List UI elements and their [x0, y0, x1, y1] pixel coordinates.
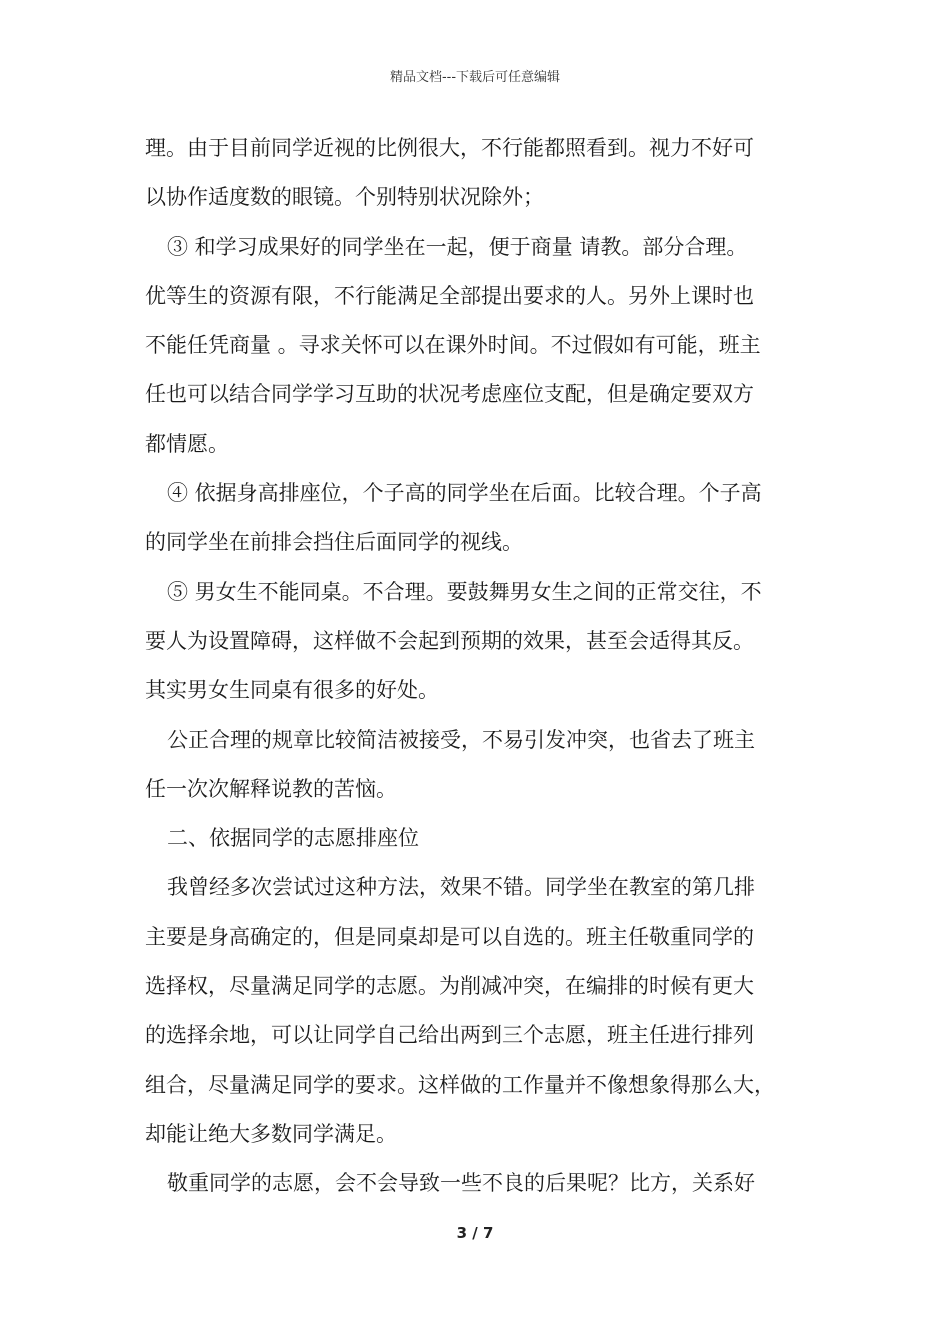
text-line: 选择权，尽量满足同学的志愿。为削减冲突，在编排的时候有更大 — [145, 974, 754, 999]
text-line: 要人为设置障碍，这样做不会起到预期的效果，甚至会适得其反。 — [145, 628, 754, 653]
text-line: ③ 和学习成果好的同学坐在一起，便于商量 请教。部分合理。 — [167, 234, 748, 259]
section-heading: 二、依据同学的志愿排座位 — [167, 826, 419, 851]
text-line: 不能任凭商量 。寻求关怀可以在课外时间。不过假如有可能，班主 — [145, 333, 761, 358]
text-line: 优等生的资源有限，不行能满足全部提出要求的人。另外上课时也 — [145, 283, 754, 308]
text-line: 敬重同学的志愿，会不会导致一些不良的后果呢？比方，关系好 — [167, 1171, 755, 1196]
document-body — [145, 124, 815, 1209]
text-line: 组合，尽量满足同学的要求。这样做的工作量并不像想象得那么大， — [145, 1072, 775, 1097]
text-line: 其实男女生同桌有很多的好处。 — [145, 678, 439, 703]
text-line: 的选择余地，可以让同学自己给出两到三个志愿，班主任进行排列 — [145, 1023, 754, 1048]
page-header: 精品文档---下载后可任意编辑 — [389, 70, 561, 85]
text-line: 主要是身高确定的，但是同桌却是可以自选的。班主任敬重同学的 — [145, 924, 754, 949]
text-line: 却能让绝大多数同学满足。 — [145, 1121, 397, 1146]
text-line: 公正合理的规章比较简洁被接受，不易引发冲突，也省去了班主 — [167, 727, 755, 752]
text-line: 的同学坐在前排会挡住后面同学的视线。 — [145, 530, 523, 555]
text-line: 我曾经多次尝试过这种方法，效果不错。同学坐在教室的第几排 — [167, 875, 755, 900]
text-line: 理。由于目前同学近视的比例很大，不行能都照看到。视力不好可 — [145, 136, 754, 160]
page-number: 3 / 7 — [456, 1224, 494, 1242]
text-line: 以协作适度数的眼镜。个别特别状况除外； — [145, 185, 544, 210]
text-line: ⑤ 男女生不能同桌。不合理。要鼓舞男女生之间的正常交往，不 — [167, 579, 762, 604]
text-line: ④ 依据身高排座位，个子高的同学坐在后面。比较合理。个子高 — [167, 481, 762, 506]
text-line: 任也可以结合同学学习互助的状况考虑座位支配，但是确定要双方 — [145, 382, 754, 407]
text-line: 都情愿。 — [145, 431, 229, 456]
text-line: 任一次次解释说教的苦恼。 — [145, 776, 397, 801]
